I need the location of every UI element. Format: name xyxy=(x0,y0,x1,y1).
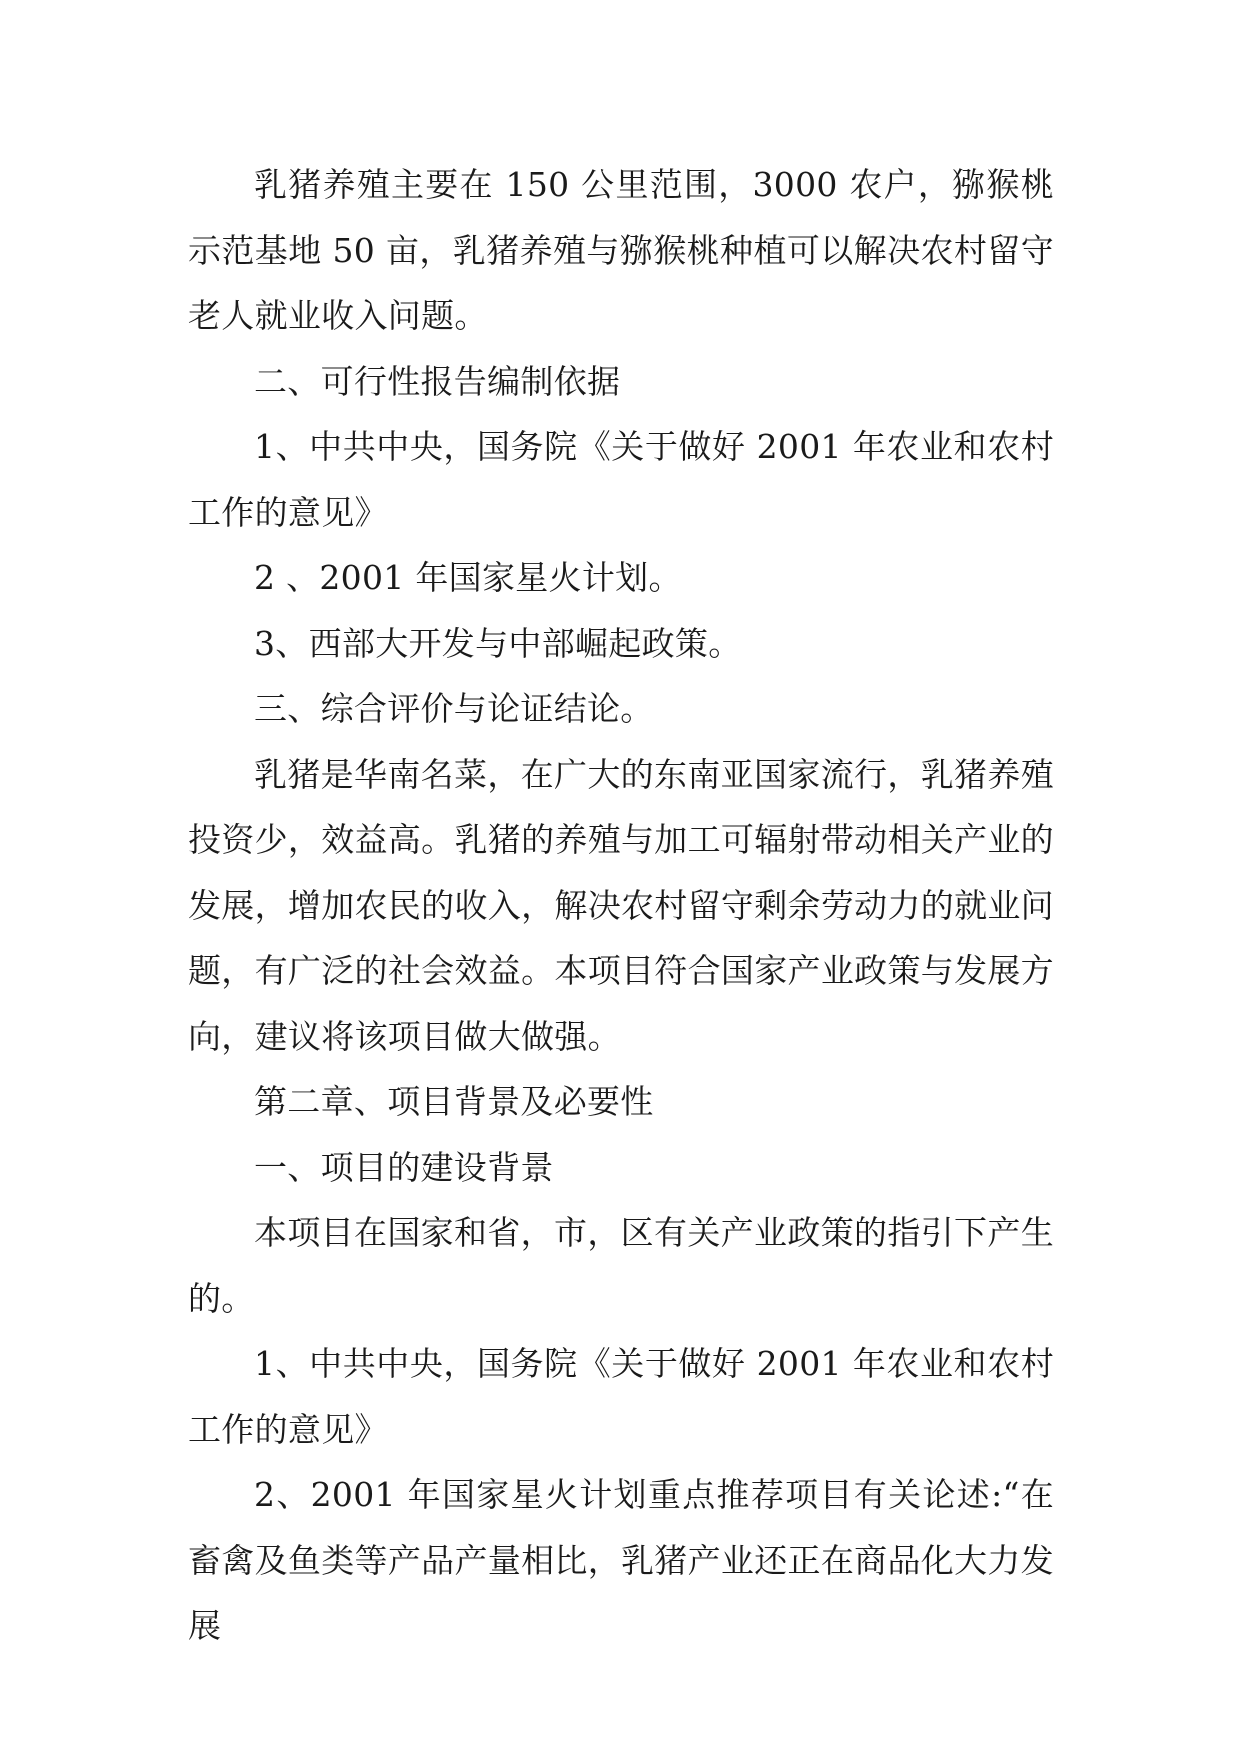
heading-background: 一、项目的建设背景 xyxy=(254,1147,554,1187)
paragraph-intro: 乳猪养殖主要在 150 公里范围，3000 农户，猕猴桃示范基地 50 亩，乳猪养殖与猕猴桃种植可以解决农村留守老人就业收入问题。 xyxy=(188,165,1054,335)
list-item-basis-3: 3、西部大开发与中部崛起政策。 xyxy=(254,623,742,663)
document-body xyxy=(188,152,1054,1659)
list-item-background-2: 2、2001 年国家星火计划重点推荐项目有关论述:“在畜禽及鱼类等产品产量相比，乳猪产业还正在商品化大力发展 xyxy=(188,1475,1054,1645)
chapter-heading-2: 第二章、项目背景及必要性 xyxy=(254,1082,654,1121)
heading-evaluation: 三、综合评价与论证结论。 xyxy=(254,689,654,728)
heading-basis: 二、可行性报告编制依据 xyxy=(254,361,621,401)
paragraph-evaluation: 乳猪是华南名菜，在广大的东南亚国家流行，乳猪养殖投资少，效益高。乳猪的养殖与加工可辐射带动相关产业的发展，增加农民的收入，解决农村留守剩余劳动力的就业问题，有广泛的社会效益。本项目符合国家产业政策与发展方向，建议将该项目做大做强。 xyxy=(188,754,1054,1056)
list-item-basis-2: 2 、2001 年国家星火计划。 xyxy=(254,558,682,597)
list-item-basis-1: 1、中共中央，国务院《关于做好 2001 年农业和农村工作的意见》 xyxy=(188,427,1054,532)
paragraph-background: 本项目在国家和省，市，区有关产业政策的指引下产生的。 xyxy=(188,1213,1054,1318)
list-item-background-1: 1、中共中央，国务院《关于做好 2001 年农业和农村工作的意见》 xyxy=(188,1344,1054,1449)
